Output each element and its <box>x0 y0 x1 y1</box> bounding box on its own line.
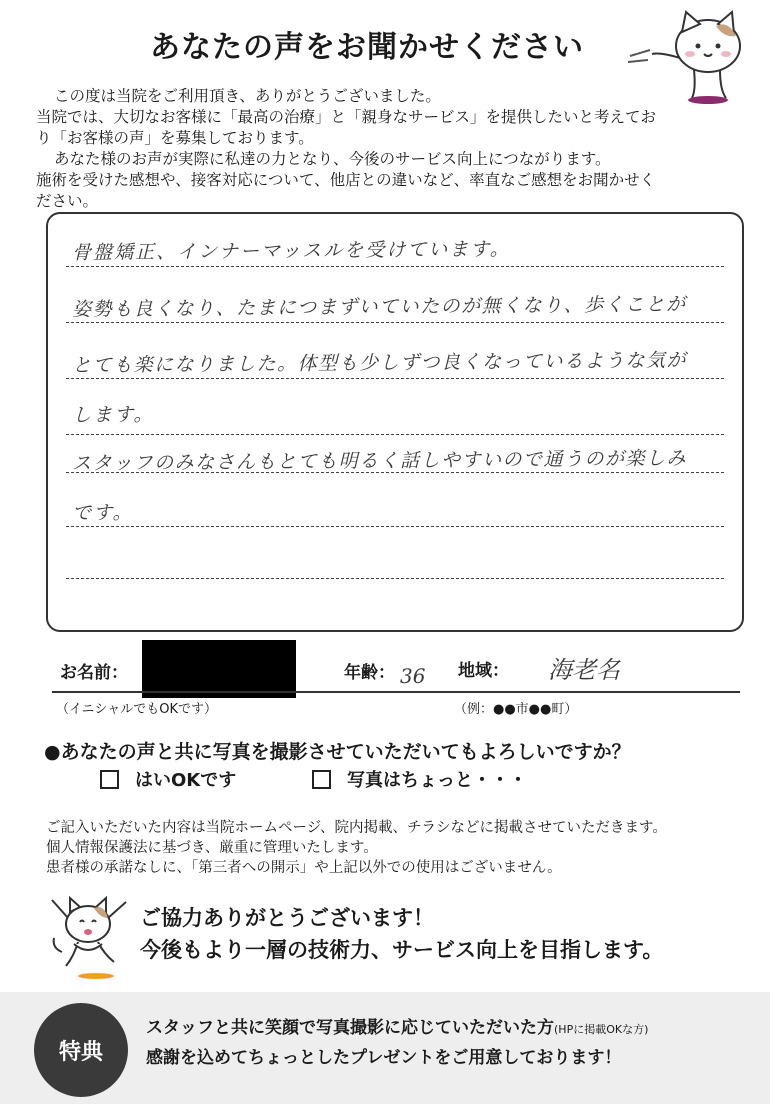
notice-line: ご記入いただいた内容は当院ホームページ、院内掲載、チラシなどに掲載させていただきます。 <box>46 820 667 836</box>
no-checkbox[interactable] <box>312 770 331 789</box>
option-no[interactable] <box>312 766 527 792</box>
page-title: あなたの声をお聞かせください <box>150 30 584 65</box>
age-label: 年齢： <box>344 663 395 683</box>
benefit-line <box>146 1014 648 1044</box>
benefit-text <box>146 1014 648 1072</box>
privacy-notice <box>46 818 667 878</box>
intro-line: り「お客様の声」を募集しております。 <box>36 129 314 147</box>
intro-line: ださい。 <box>36 192 99 210</box>
ruled-line <box>66 266 724 267</box>
benefit-line-main: スタッフと共に笑顔で写真撮影に応じていただいた方 <box>146 1018 554 1038</box>
handwritten-comment: です。 <box>71 501 134 525</box>
option-yes[interactable] <box>100 766 236 792</box>
benefit-badge: 特典 <box>34 1003 128 1097</box>
name-hint: （イニシャルでもOKです） <box>56 702 217 717</box>
ruled-line <box>66 378 724 379</box>
age-value: 36 <box>400 664 426 688</box>
thanks-line: 今後もより一層の技術力、サービス向上を目指します。 <box>140 938 664 962</box>
yes-checkbox[interactable] <box>100 770 119 789</box>
intro-line: この度は当院をご利用頂き、ありがとうございました。 <box>54 87 441 105</box>
handwritten-comment: スタッフのみなさんもとても明るく話しやすいので通うのが楽しみ <box>71 447 688 475</box>
comment-box <box>46 212 744 632</box>
ruled-line <box>66 322 724 323</box>
handwritten-comment: 骨盤矯正、インナーマッスルを受けています。 <box>71 238 511 264</box>
benefit-line-note: (HPに掲載OKな方) <box>554 1023 649 1036</box>
name-field-redacted <box>142 640 296 698</box>
ruled-line <box>66 434 724 435</box>
intro-text <box>36 86 746 212</box>
form-underline <box>52 691 740 693</box>
handwritten-comment: とても楽になりました。体型も少しずつ良くなっているような気が <box>71 349 688 377</box>
name-label: お名前： <box>60 663 128 683</box>
intro-line: 施術を受けた感想や、接客対応について、他店との違いなど、率直なご感想をお聞かせく <box>36 171 656 189</box>
thanks-message <box>140 902 663 966</box>
notice-line: 個人情報保護法に基づき、厳重に管理いたします。 <box>46 840 378 856</box>
benefit-line: 感謝を込めてちょっとしたプレゼントをご用意しております！ <box>146 1048 622 1068</box>
intro-line: あなた様のお声が実際に私達の力となり、今後のサービス向上につながります。 <box>54 150 611 168</box>
option-no-label: 写真はちょっと・・・ <box>347 770 527 791</box>
notice-line: 患者様の承諾なしに、「第三者への開示」や上記以外での使用はございません。 <box>46 860 562 876</box>
option-yes-label: はいOKです <box>135 770 237 791</box>
jumping-cat-icon <box>44 892 134 982</box>
ruled-line <box>66 578 724 579</box>
region-value: 海老名 <box>548 656 620 684</box>
handwritten-comment: します。 <box>71 403 155 427</box>
thanks-line: ご協力ありがとうございます！ <box>140 906 434 930</box>
ruled-line <box>66 526 724 527</box>
photo-question: ●あなたの声と共に写真を撮影させていただいてもよろしいですか？ <box>44 741 631 763</box>
region-hint: （例：●●市●●町） <box>454 702 578 717</box>
intro-line: 当院では、大切なお客様に「最高の治療」と「親身なサービス」を提供したいと考えてお <box>36 108 657 126</box>
region-label: 地域： <box>458 661 509 681</box>
handwritten-comment: 姿勢も良くなり、たまにつまずいていたのが無くなり、歩くことが <box>71 293 687 321</box>
